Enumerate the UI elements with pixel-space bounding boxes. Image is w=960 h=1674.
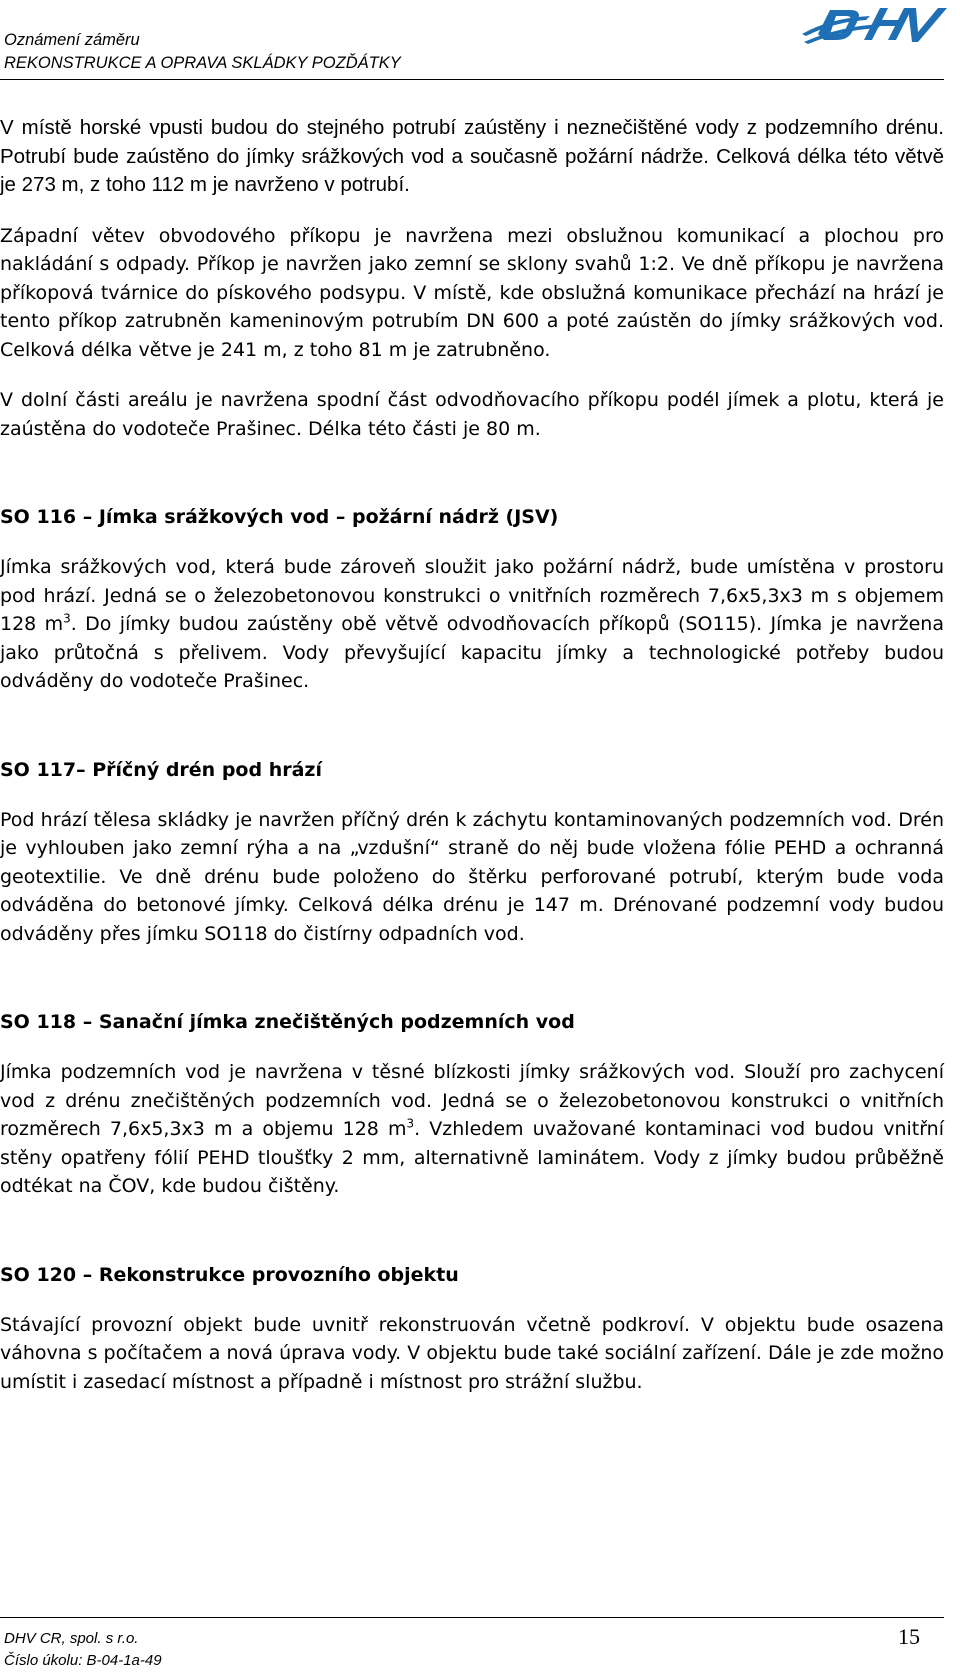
section-heading-so120: SO 120 – Rekonstrukce provozního objektu xyxy=(0,1263,459,1286)
so118-text-part1: Jímka podzemních vod je navržena v těsné blízkosti jímky srážkových vod. Slouží pro zachycení vod z drénu znečištěných podzemních vod. Jedná se o železobetonovou konstrukci o vnitřních rozměrech 7,6x5,3x3 m a objemu 128 m xyxy=(0,1061,944,1140)
page-header xyxy=(0,0,960,80)
document-body xyxy=(0,114,944,1396)
footer-divider xyxy=(0,1617,944,1618)
dhv-logo xyxy=(800,4,950,48)
dhv-logo-text: DHV xyxy=(800,4,803,5)
header-project-title: REKONSTRUKCE A OPRAVA SKLÁDKY POZĎÁTKY xyxy=(4,54,401,72)
section-heading-so118: SO 118 – Sanační jímka znečištěných podzemních vod xyxy=(0,1011,575,1033)
section-text-so116 xyxy=(0,553,944,696)
paragraph-lower-section: V dolní části areálu je navržena spodní část odvodňovacího příkopu podél jímek a plotu, která je zaústěna do vodoteče Prašinec. Délka této části je 80 m. xyxy=(0,389,944,440)
section-text-so120: Stávající provozní objekt bude uvnitř rekonstruován včetně podkroví. V objektu bude osazena váhovna s počítačem a nová úprava vody. V objektu bude také sociální zařízení. Dále je zde možno umístit i zasedací místnost a případně i místnost pro strážní službu. xyxy=(0,1313,944,1393)
so116-superscript: 3 xyxy=(63,611,71,626)
so118-text-part2: . Vzhledem uvažované kontaminaci vod budou vnitřní stěny opatřeny fólií PEHD tloušťky 2 mm, alternativně laminátem. Vody z jímky budou průběžně odtékat na ČOV, kde budou čištěny. xyxy=(0,1118,945,1197)
page-number: 15 xyxy=(898,1624,920,1649)
header-document-type: Oznámení záměru xyxy=(4,31,140,49)
so118-superscript: 3 xyxy=(406,1116,415,1131)
dhv-logo-mark xyxy=(802,8,947,44)
so116-text-part1: Jímka srážkových vod, která bude zároveň sloužit jako požární nádrž, bude umístěna v prostoru pod hrází. Jedná se o železobetonovou konstrukci o vnitřních rozměrech 7,6x5,3x3 m s objemem 128 m xyxy=(0,556,944,635)
section-heading-so117: SO 117– Příčný drén pod hrází xyxy=(0,758,322,781)
section-text-so118 xyxy=(0,1058,944,1201)
section-heading-so116: SO 116 – Jímka srážkových vod – požární nádrž (JSV) xyxy=(0,506,559,528)
paragraph-western-branch: Západní větev obvodového příkopu je navržena mezi obslužnou komunikací a plochou pro nakládání s odpady. Příkop je navržen jako zemní se sklony svahů 1:2. Ve dně příkopu je navržena příkopová tvárnice do pískového podsypu. V místě, kde obslužná komunikace přechází na hrází je tento příkop zatrubněn kameninovým potrubím DN 600 a poté zaústěn do jímky srážkových vod. Celková délka větve je 241 m, z toho 81 m je zatrubněno. xyxy=(0,224,944,361)
intro-paragraph: V místě horské vpusti budou do stejného potrubí zaústěny i neznečištěné vody z podzemního drénu. Potrubí bude zaústěno do jímky srážkových vod a současně požární nádrže. Celková délka této větvě je 273 m, z toho 112 m je navrženo v potrubí. xyxy=(0,116,944,196)
section-text-so117: Pod hrází tělesa skládky je navržen příčný drén k záchytu kontaminovaných podzemních vod. Drén je vyhlouben jako zemní rýha a na „vzdušní“ straně do něj bude vložena fólie PEHD a ochranná geotextilie. Ve dně drénu bude položeno do štěrku perforované potrubí, kterým bude voda odváděna do betonové jímky. Celková délka drénu je 147 m. Drénované podzemní vody budou odváděny přes jímku SO118 do čistírny odpadních vod. xyxy=(0,808,944,945)
so116-text-part2: . Do jímky budou zaústěny obě větvě odvodňovacích příkopů (SO115). Jímka je navržena jako průtočná s přelivem. Vody převyšující kapacitu jímky a technologické potřeby budou odváděny do vodoteče Prašinec. xyxy=(0,613,944,692)
footer-company: DHV CR, spol. s r.o. xyxy=(4,1630,139,1647)
footer-task-number: Číslo úkolu: B-04-1a-49 xyxy=(4,1652,162,1669)
header-divider xyxy=(0,79,944,80)
